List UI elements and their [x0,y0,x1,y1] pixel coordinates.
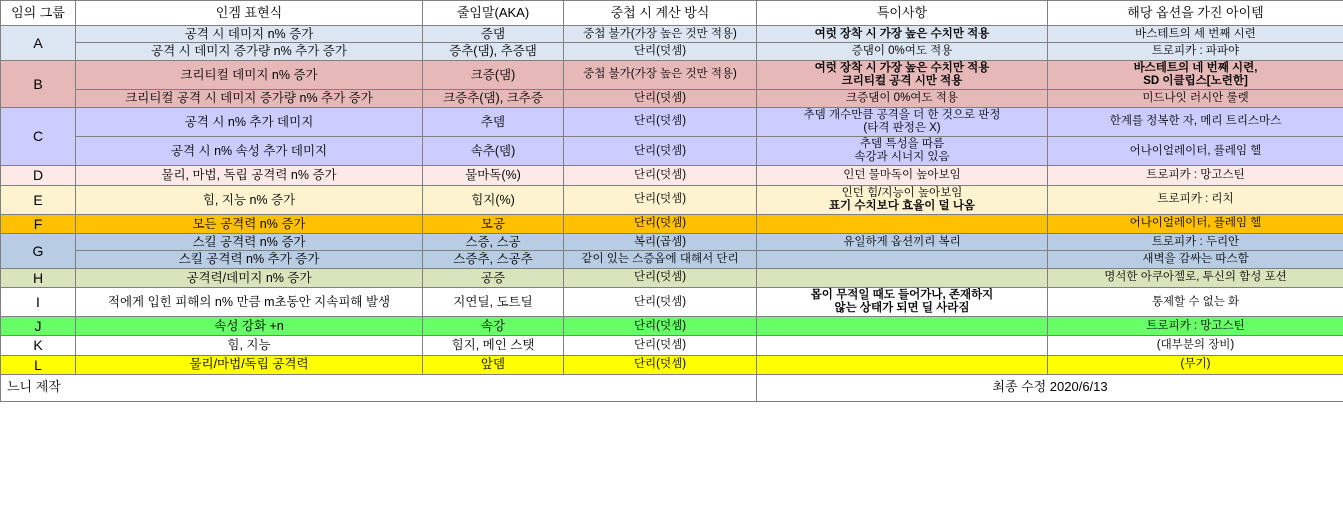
note-cell: 여럿 장착 시 가장 높은 수치만 적용 크리티컬 공격 시만 적용 [757,60,1048,89]
group-cell: A [1,26,76,61]
group-cell: G [1,234,76,269]
stacking-cell: 중첩 불가(가장 높은 것만 적용) [564,60,757,89]
stacking-cell: 단리(덧셈) [564,317,757,336]
table-row [1,251,1343,268]
aka-cell: 속강 [423,317,564,336]
note-cell: 여럿 장착 시 가장 높은 수치만 적용 [757,26,1048,43]
expression-cell: 힘, 지능 n% 증가 [76,185,423,214]
aka-cell: 크증(댐) [423,60,564,89]
expression-cell: 스킬 공격력 n% 증가 [76,234,423,251]
table-row [1,60,1343,89]
header-expression: 인겜 표현식 [76,1,423,26]
note-cell [757,317,1048,336]
stacking-cell: 단리(덧셈) [564,355,757,374]
aka-cell: 공증 [423,268,564,287]
footer-credit: 느니 제작 [1,374,757,401]
stacking-cell: 단리(덧셈) [564,336,757,355]
expression-cell: 공격 시 데미지 증가량 n% 추가 증가 [76,43,423,60]
note-cell: 추뎀 개수만큼 공격을 더 한 것으로 판정 (타격 판정은 X) [757,107,1048,136]
table-row [1,166,1343,185]
table-row [1,234,1343,251]
aka-cell: 힘지(%) [423,185,564,214]
footer-updated: 최종 수정 2020/6/13 [757,374,1343,401]
group-cell: C [1,107,76,166]
items-cell: 바스테트의 세 번째 시련 [1048,26,1343,43]
expression-cell: 크리티컬 데미지 n% 증가 [76,60,423,89]
group-cell: F [1,214,76,233]
aka-cell: 증댐 [423,26,564,43]
items-cell: 명석한 아쿠아젤로, 투신의 함성 포션 [1048,268,1343,287]
stacking-cell: 중첩 불가(가장 높은 것만 적용) [564,26,757,43]
table-row [1,287,1343,316]
group-cell: B [1,60,76,107]
aka-cell: 모공 [423,214,564,233]
note-cell: 크증댐이 0%여도 적용 [757,90,1048,107]
note-cell: 몹이 무적일 때도 들어가나, 존재하지 않는 상태가 되면 딜 사라짐 [757,287,1048,316]
table-row [1,317,1343,336]
note-cell [757,336,1048,355]
aka-cell: 힘지, 메인 스탯 [423,336,564,355]
expression-cell: 모든 공격력 n% 증가 [76,214,423,233]
group-cell: K [1,336,76,355]
stacking-cell: 단리(덧셈) [564,185,757,214]
expression-cell: 크리티컬 공격 시 데미지 증가량 n% 추가 증가 [76,90,423,107]
items-cell: 트로피카 : 망고스틴 [1048,166,1343,185]
stacking-cell: 단리(덧셈) [564,90,757,107]
stacking-cell: 단리(덧셈) [564,43,757,60]
header-aka: 줄임말(AKA) [423,1,564,26]
aka-cell: 스증, 스공 [423,234,564,251]
table-row [1,185,1343,214]
table-row [1,336,1343,355]
expression-cell: 물리, 마법, 독립 공격력 n% 증가 [76,166,423,185]
aka-cell: 추뎀 [423,107,564,136]
items-cell: (대부분의 장비) [1048,336,1343,355]
aka-cell: 앞뎀 [423,355,564,374]
items-cell: 통제할 수 없는 화 [1048,287,1343,316]
expression-cell: 적에게 입힌 피해의 n% 만큼 m초동안 지속피해 발생 [76,287,423,316]
items-cell: 미드나잇 러시안 룰렛 [1048,90,1343,107]
expression-cell: 스킬 공격력 n% 추가 증가 [76,251,423,268]
note-cell [757,214,1048,233]
stacking-cell: 복리(곱셈) [564,234,757,251]
note-cell [757,355,1048,374]
note-cell: 유일하게 옵션끼리 복리 [757,234,1048,251]
table-body [1,26,1343,375]
stacking-cell: 같이 있는 스증옵에 대해서 단리 [564,251,757,268]
items-cell: 어나이얼레이터, 플레임 헬 [1048,137,1343,166]
items-cell: 바스테트의 네 번째 시련, SD 이클립스[노련한] [1048,60,1343,89]
group-cell: J [1,317,76,336]
table-row [1,26,1343,43]
table-row [1,355,1343,374]
stacking-cell: 단리(덧셈) [564,268,757,287]
group-cell: D [1,166,76,185]
stacking-cell: 단리(덧셈) [564,137,757,166]
header-items: 해당 옵션을 가진 아이템 [1048,1,1343,26]
note-cell: 증댐이 0%여도 적용 [757,43,1048,60]
expression-cell: 공격 시 n% 속성 추가 데미지 [76,137,423,166]
expression-cell: 공격 시 n% 추가 데미지 [76,107,423,136]
header-group: 임의 그룹 [1,1,76,26]
group-cell: E [1,185,76,214]
aka-cell: 지연딜, 도트딜 [423,287,564,316]
table-header-row [1,1,1343,26]
expression-cell: 물리/마법/독립 공격력 [76,355,423,374]
group-cell: I [1,287,76,316]
group-cell: H [1,268,76,287]
aka-cell: 증추(댐), 추증댐 [423,43,564,60]
group-cell: L [1,355,76,374]
table-row [1,268,1343,287]
expression-cell: 공격 시 데미지 n% 증가 [76,26,423,43]
table-footer-row [1,374,1343,401]
table-row [1,43,1343,60]
header-stacking: 중첩 시 계산 방식 [564,1,757,26]
note-cell [757,268,1048,287]
items-cell: 트로피카 : 망고스틴 [1048,317,1343,336]
table-row [1,90,1343,107]
table-row [1,137,1343,166]
stacking-cell: 단리(덧셈) [564,214,757,233]
aka-cell: 스증추, 스공추 [423,251,564,268]
note-cell: 추뎀 특성을 따름 속강과 시너지 있음 [757,137,1048,166]
header-notes: 특이사항 [757,1,1048,26]
stacking-cell: 단리(덧셈) [564,166,757,185]
items-cell: 트로피카 : 두리안 [1048,234,1343,251]
note-cell [757,251,1048,268]
items-cell: (무기) [1048,355,1343,374]
items-cell: 트로피카 : 리치 [1048,185,1343,214]
stacking-cell: 단리(덧셈) [564,107,757,136]
expression-cell: 속성 강화 +n [76,317,423,336]
expression-cell: 힘, 지능 [76,336,423,355]
items-cell: 어나이얼레이터, 플레임 헬 [1048,214,1343,233]
aka-cell: 속추(뎀) [423,137,564,166]
items-cell: 새벽을 감싸는 따스함 [1048,251,1343,268]
aka-cell: 크증추(댐), 크추증 [423,90,564,107]
note-cell: 인던 힘/지능이 높아보임 표기 수치보다 효율이 덜 나옴 [757,185,1048,214]
note-cell: 인던 물마독이 높아보임 [757,166,1048,185]
items-cell: 한계를 정복한 자, 메리 트리스마스 [1048,107,1343,136]
items-cell: 트로피카 : 파파야 [1048,43,1343,60]
stacking-cell: 단리(덧셈) [564,287,757,316]
aka-cell: 물마독(%) [423,166,564,185]
table-row [1,214,1343,233]
table-row [1,107,1343,136]
expression-cell: 공격력/데미지 n% 증가 [76,268,423,287]
